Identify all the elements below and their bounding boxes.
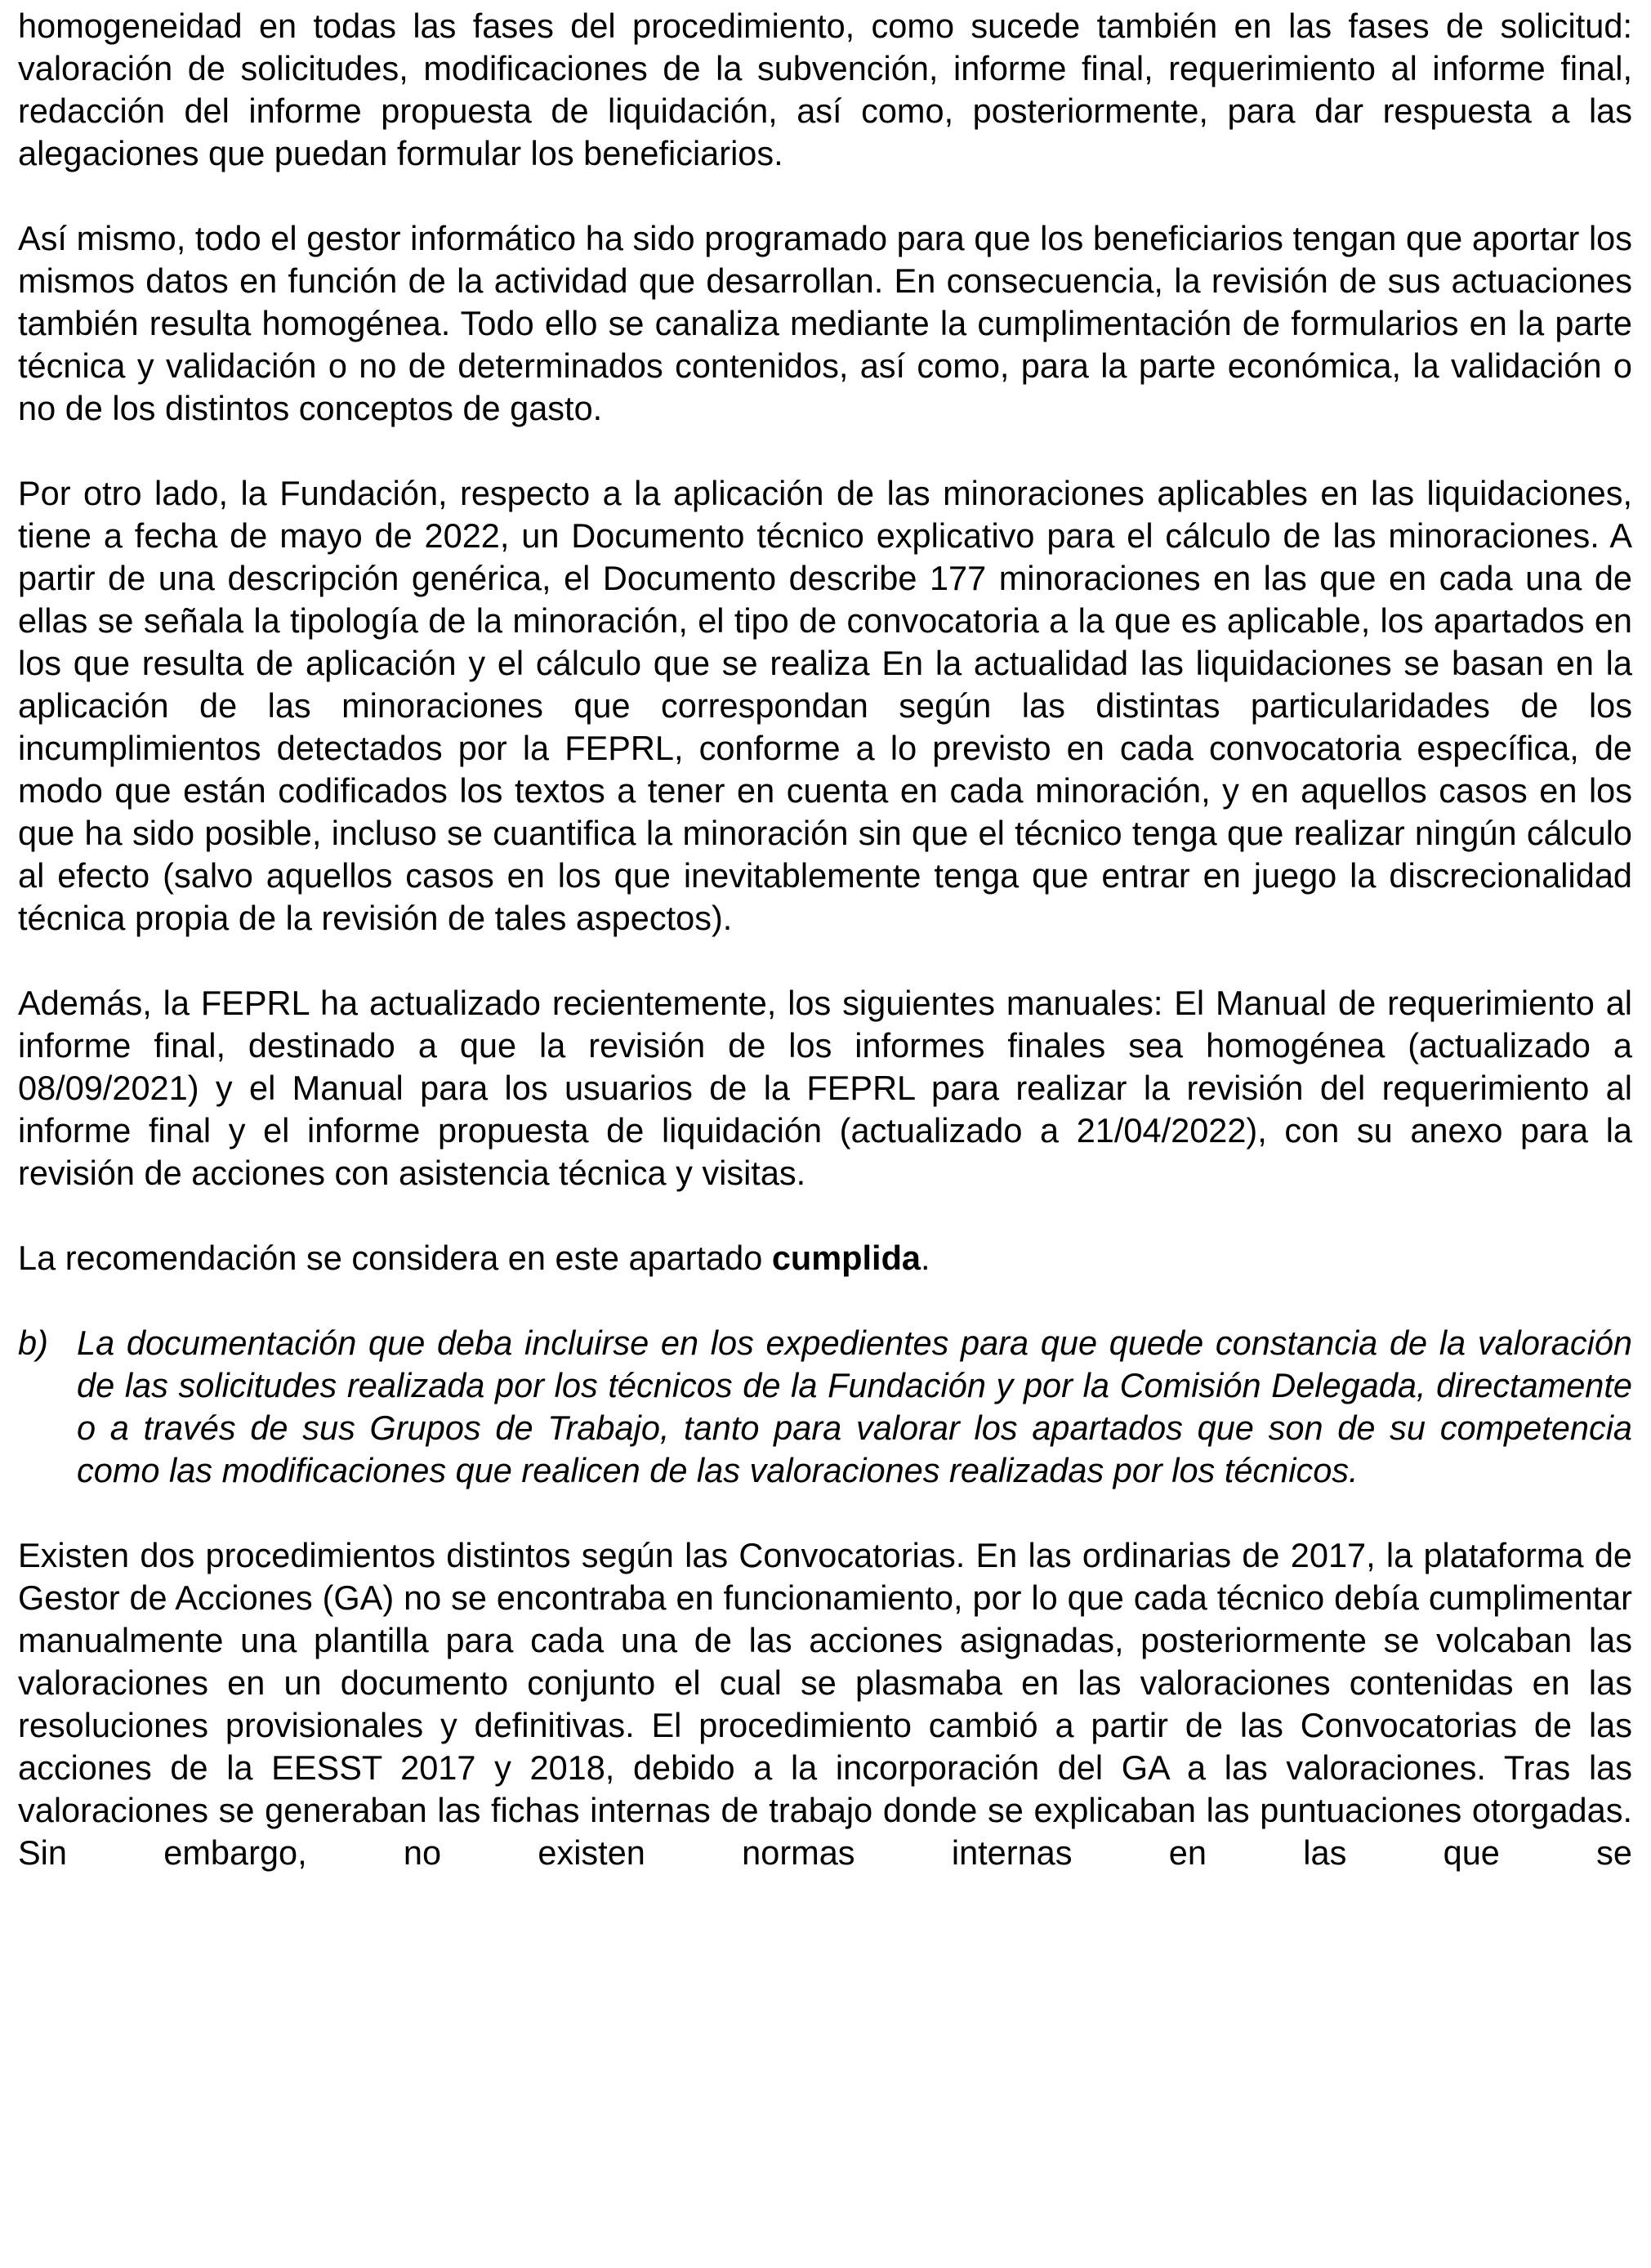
conclusion-prefix: La recomendación se considera en este apartado xyxy=(18,1239,772,1277)
paragraph-procedures: Existen dos procedimientos distintos según las Convocatorias. En las ordinarias de 2017, la plataforma de Gestor de Acciones (GA) no se encontraba en funcionamiento, por lo que cada técnico debía cumplimentar manualmente una plantilla para cada una de las acciones asignadas, posteriormente se volcaban las valoraciones en un documento conjunto el cual se plasmaba en las valoraciones contenidas en las resoluciones provisionales y definitivas. El procedimiento cambió a partir de las Convocatorias de las acciones de la EESST 2017 y 2018, debido a la incorporación del GA a las valoraciones. Tras las valoraciones se generaban las fichas internas de trabajo donde se explicaban las puntuaciones otorgadas. Sin embargo, no existen normas internas en las que se xyxy=(18,1536,1632,1872)
conclusion-status: cumplida xyxy=(771,1239,921,1277)
recommendation-item-b xyxy=(18,1322,1632,1492)
paragraph-manuals: Además, la FEPRL ha actualizado recientemente, los siguientes manuales: El Manual de requerimiento al informe final, destinado a que la revisión de los informes finales sea homogénea (actualizado a 08/09/2021) y el Manual para los usuarios de la FEPRL para realizar la revisión del requerimiento al informe final y el informe propuesta de liquidación (actualizado a 21/04/2022), con su anexo para la revisión de acciones con asistencia técnica y visitas. xyxy=(18,984,1632,1192)
conclusion-suffix: . xyxy=(921,1239,930,1277)
paragraph-it-manager: Así mismo, todo el gestor informático ha sido programado para que los beneficiarios tengan que aportar los mismos datos en función de la actividad que desarrollan. En consecuencia, la revisión de sus actuaciones también resulta homogénea. Todo ello se canaliza mediante la cumplimentación de formularios en la parte técnica y validación o no de determinados contenidos, así como, para la parte económica, la validación o no de los distintos conceptos de gasto. xyxy=(18,219,1632,427)
paragraph-reductions: Por otro lado, la Fundación, respecto a la aplicación de las minoraciones aplicables en las liquidaciones, tiene a fecha de mayo de 2022, un Documento técnico explicativo para el cálculo de las minoraciones. A partir de una descripción genérica, el Documento describe 177 minoraciones en las que en cada una de ellas se señala la tipología de la minoración, el tipo de convocatoria a la que es aplicable, los apartados en los que resulta de aplicación y el cálculo que se realiza En la actualidad las liquidaciones se basan en la aplicación de las minoraciones que correspondan según las distintas particularidades de los incumplimientos detectados por la FEPRL, conforme a lo previsto en cada convocatoria específica, de modo que están codificados los textos a tener en cuenta en cada minoración, y en aquellos casos en los que ha sido posible, incluso se cuantifica la minoración sin que el técnico tenga que realizar ningún cálculo al efecto (salvo aquellos casos en los que inevitablemente tenga que entrar en juego la discrecionalidad técnica propia de la revisión de tales aspectos). xyxy=(18,474,1632,937)
paragraph-conclusion xyxy=(18,1237,1632,1279)
list-marker: b) xyxy=(18,1324,48,1362)
recommendation-text: La documentación que deba incluirse en los expedientes para que quede constancia de la valoración de las solicitudes realizada por los técnicos de la Fundación y por la Comisión Delegada, directamente o a través de sus Grupos de Trabajo, tanto para valorar los apartados que son de su competencia como las modificaciones que realicen de las valoraciones realizadas por los técnicos. xyxy=(77,1324,1632,1489)
document-page xyxy=(18,0,1632,1917)
paragraph-homogeneity: homogeneidad en todas las fases del procedimiento, como sucede también en las fases de solicitud: valoración de solicitudes, modificaciones de la subvención, informe final, requerimiento al informe final, redacción del informe propuesta de liquidación, así como, posteriormente, para dar respuesta a las alegaciones que puedan formular los beneficiarios. xyxy=(18,7,1632,172)
